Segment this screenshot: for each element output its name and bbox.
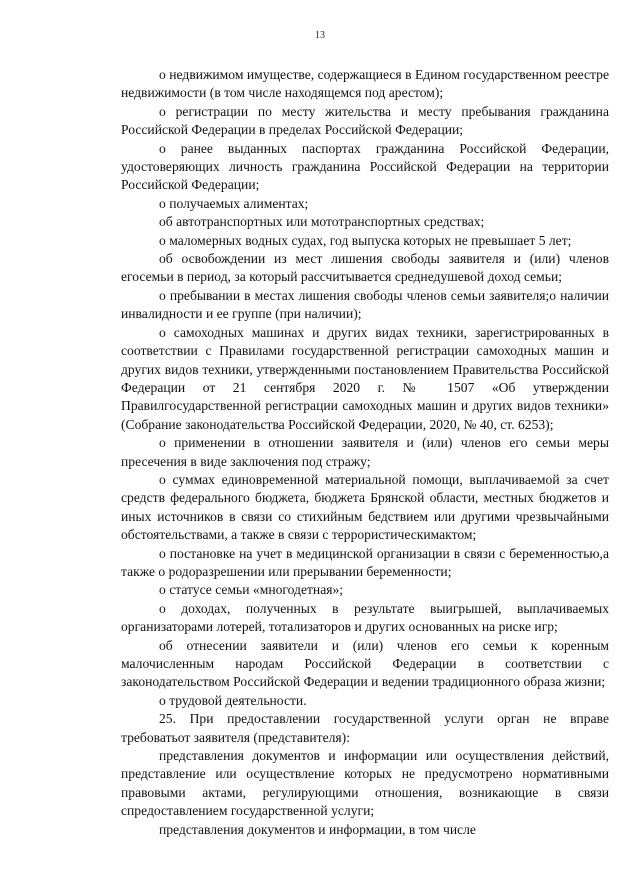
paragraph: об автотранспортных или мототранспортных средствах; [159,214,485,230]
paragraph: представления документов и информации, в том числе [159,821,476,837]
paragraph: о регистрации по месту жительства и месту пребывания гражданина Российской Федерации в пределах Российской Федерации; [121,103,609,138]
paragraph: о ранее выданных паспортах гражданина Российской Федерации, удостоверяющих личность гражданина Российской Федерации на территории Российской Федерации; [121,140,609,193]
paragraph: о недвижимом имуществе, содержащиеся в Едином государственном реестре недвижимости (в том числе находящемся под арестом); [121,67,609,101]
paragraph: об освобождении из мест лишения свободы заявителя и (или) членов егосемьи в период, за который рассчитывается среднедушевой доход семьи; [121,251,609,285]
paragraph: о постановке на учет в медицинской организации в связи с беременностью,а также о родоразрешении или прерывании беременности; [121,545,609,579]
paragraph: о применении в отношении заявителя и (или) членов его семьи меры пресечения в виде заключения под стражу; [121,435,609,469]
paragraph: о статусе семьи «многодетная»; [159,582,344,598]
paragraph: 25. При предоставлении государственной услуги орган не вправе требоватьот заявителя (представителя): [121,711,609,745]
paragraph: о доходах, полученных в результате выигрышей, выплачиваемых организаторами лотерей, тотализаторов и других основанных на риске игр; [121,600,609,635]
paragraph: о маломерных водных судах, год выпуска которых не превышает 5 лет; [159,232,572,248]
paragraph: о самоходных машинах и других видах техники, зарегистрированных в соответствии с Правилами государственной регистрации самоходных машин и других видов техники, утвержденными постановлением Правительства Российской Федерации от 21 сентября 2020 г. № 1507 «Об утверждении Правилгосударственной регистрации самоходных машин и других видов техники» (Собрание законодательства Российской Федерации, 2020, № 40, ст. 6253); [121,324,609,432]
paragraph: об отнесении заявители и (или) членов его семьи к коренным малочисленным народам Российской Федерации в соответствии с законодательством Российской Федерации и ведении традиционного образа жизни; [121,637,609,690]
paragraph: представления документов и информации или осуществления действий, представление или осуществление которых не предусмотрено нормативными правовыми актами, регулирующими отношения, возникающие в связи спредоставлением государственной услуги; [121,748,609,819]
paragraph: о получаемых алиментах; [159,195,309,211]
paragraph: о суммах единовременной материальной помощи, выплачиваемой за счет средств федерального бюджета, бюджета Брянской области, местных бюджетов и иных источников в связи со стихийным бедствием или другими чрезвычайными обстоятельствами, а также в связи с террористическимактом; [121,471,609,543]
paragraph: о пребывании в местах лишения свободы членов семьи заявителя;о наличии инвалидности и ее группе (при наличии); [121,287,609,322]
paragraph: о трудовой деятельности. [159,692,307,708]
document-body [121,66,609,839]
page-number: 13 [315,30,325,41]
